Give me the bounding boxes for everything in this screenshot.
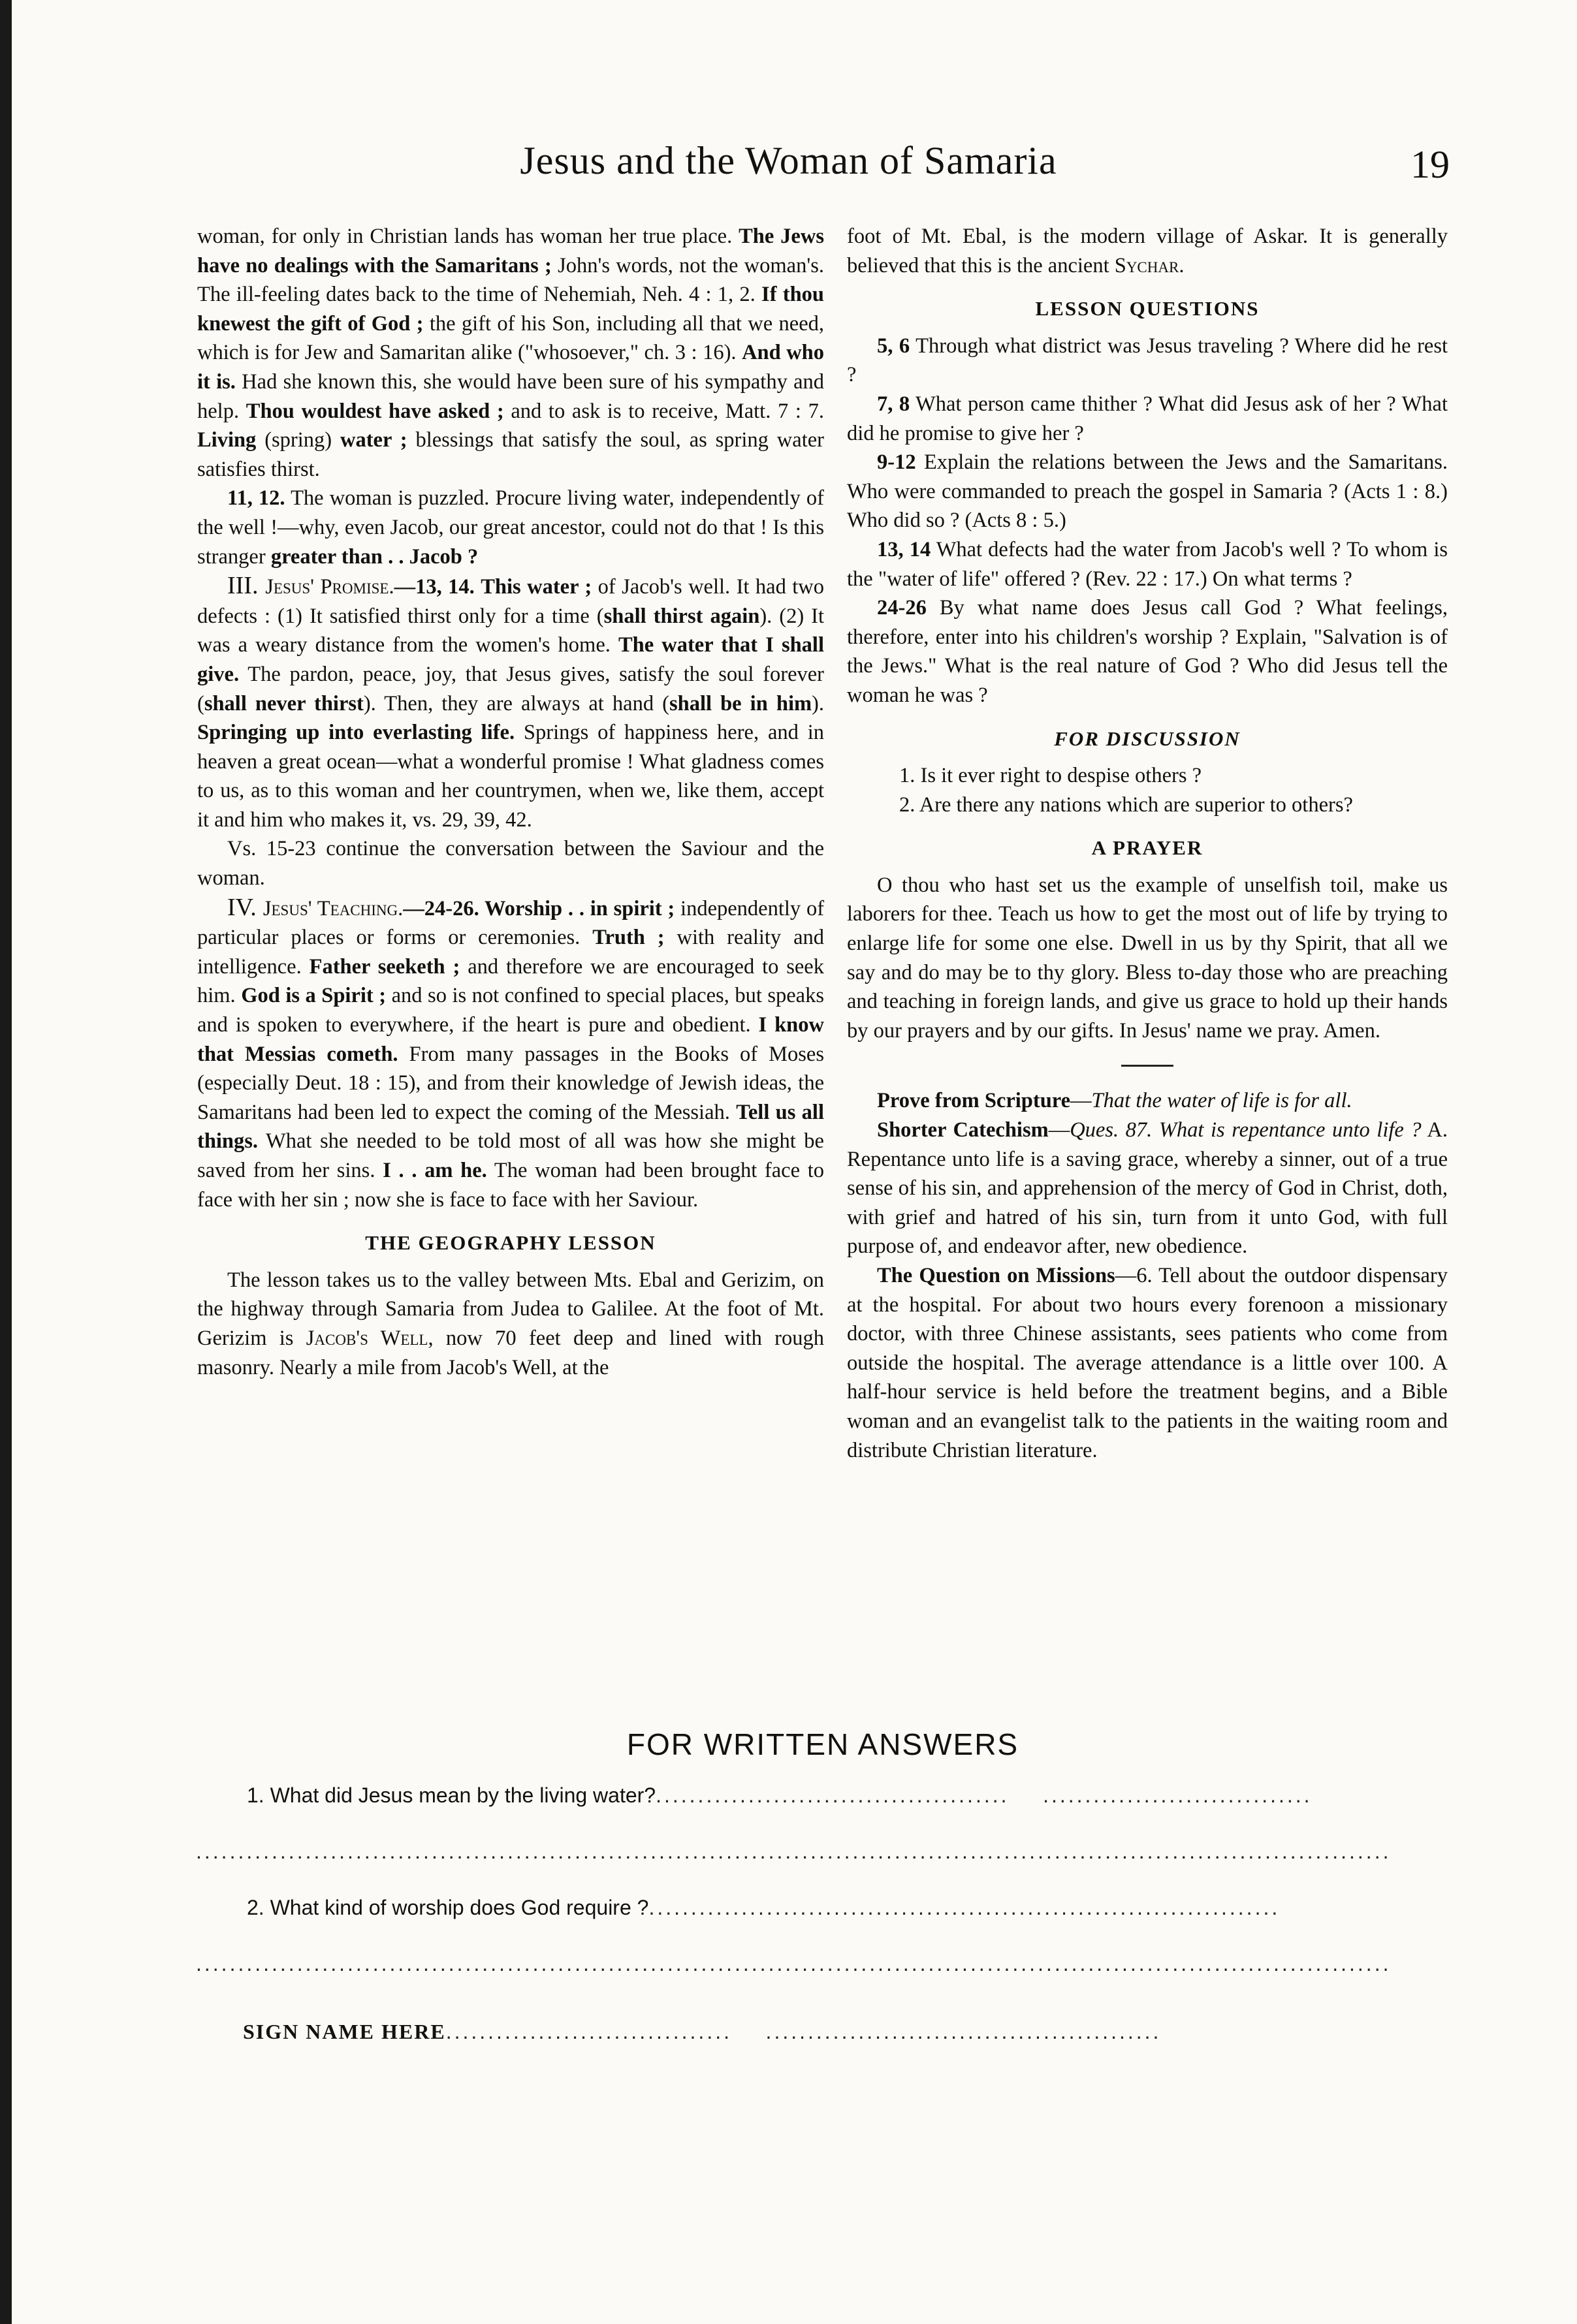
text-run: ). xyxy=(812,691,824,715)
verse-reference: 7, 8 xyxy=(877,392,910,416)
text-run xyxy=(475,575,481,599)
lesson-question xyxy=(847,390,1448,448)
prove-from-scripture xyxy=(847,1086,1448,1116)
section-four-paragraph xyxy=(197,893,824,1215)
question-text: What defects had the water from Jacob's well ? To whom is the "water of life" offered ? (Rev. 22 : 17.) On what terms ? xyxy=(847,537,1448,591)
text-run: God is a Spirit ; xyxy=(241,984,387,1008)
verse-reference: 13, 14 xyxy=(877,537,931,561)
text-run: 11, 12. xyxy=(227,486,285,510)
text-run: —6. Tell about the outdoor dispensary at the hospital. For about two hours every forenoon a missionary doctor, with three Chinese assistants, sees patients who come from outside the hospital. The average attendance is a little over 100. A half-hour service is held before the treatment begins, and a Bible woman and an evangelist talk to the patients in the waiting room and distribute Christian literature. xyxy=(847,1264,1448,1462)
text-run: John's words, not the woman's. The ill-feeling dates back to the time of Nehemiah, Neh. 4 : 1, 2. xyxy=(197,253,824,307)
written-question-1: 1. What did Jesus mean by the living water?.......................................... ................................ xyxy=(247,1783,1313,1807)
binding-edge xyxy=(0,0,12,2324)
text-run: The pardon, peace, joy, that Jesus gives, satisfy the soul forever ( xyxy=(197,662,824,715)
text-run: — xyxy=(1048,1118,1070,1142)
geography-paragraph xyxy=(197,1266,824,1382)
question-text: What person came thither ? What did Jesus ask of her ? What did he promise to give her ? xyxy=(847,392,1448,445)
text-run: woman, for only in Christian lands has woman her true place. xyxy=(197,225,739,248)
geography-heading: THE GEOGRAPHY LESSON xyxy=(365,1231,656,1255)
text-run: Truth ; xyxy=(592,926,665,950)
text-run: —24-26. Worship . . in spirit ; xyxy=(403,896,675,920)
text-run: The woman had been brought face to face with her sin ; now she is face to face with her Saviour. xyxy=(197,1159,825,1212)
text-run: Vs. 15-23 continue the conversation between the Saviour and the woman. xyxy=(197,837,824,890)
answer-line-2[interactable]: .............................................................................................................................................. xyxy=(196,1952,1392,1975)
text-run: Ques. 87. What is repentance unto life ? xyxy=(1070,1118,1422,1142)
text-run: the gift of his Son, including all that we need, which is for Jew and Samaritan alike ("whosoever," ch. 3 : 16). xyxy=(197,311,824,365)
text-run: foot of Mt. Ebal, is the modern village of Askar. It is generally believed that this is the ancient xyxy=(847,225,1448,277)
sign-name-line[interactable]: SIGN NAME HERE.................................. ............................................... xyxy=(243,2020,1162,2043)
text-run: shall thirst again xyxy=(603,604,760,628)
text-run: and so is not confined to special places, but speaks and is spoken to everywhere, if the heart is pure and obedient. xyxy=(197,984,825,1037)
text-run: — xyxy=(1070,1089,1092,1113)
text-run: III. xyxy=(227,572,266,600)
text-run: ). (2) It was a weary distance from the women's home. xyxy=(197,604,825,657)
text-run: , now 70 feet deep and lined with rough masonry. Nearly a mile from Jacob's Well, at the xyxy=(197,1326,824,1379)
text-run: That the water of life is for all. xyxy=(1091,1089,1352,1113)
text-run: The Question on Missions xyxy=(877,1264,1115,1287)
section-three-paragraph xyxy=(197,571,824,834)
commentary-paragraph xyxy=(197,834,824,892)
prayer-text: O thou who hast set us the example of unselfish toil, make us laborers for thee. Teach us how to get the most out of life by trying to enlarge life for some one else. Dwell in us by thy Spirit, that all we say and do may be to thy glory. Bless to-day those who are preaching and teaching in foreign lands, and give us grace to hold up their hands by our prayers and by our gifts. In Jesus' name we pray. Amen. xyxy=(847,873,1448,1043)
page-title: Jesus and the Woman of Samaria xyxy=(520,139,1057,182)
missions-question xyxy=(847,1261,1448,1465)
discussion-item: 2. Are there any nations which are superior to others? xyxy=(899,793,1353,817)
text-run: Thou wouldest have asked ; xyxy=(246,399,504,423)
written-question-2: 2. What kind of worship does God require ?........................................................................... xyxy=(247,1896,1281,1919)
text-run: I . . am he. xyxy=(383,1159,487,1182)
geography-continued xyxy=(847,222,1448,280)
text-run: . xyxy=(1179,253,1185,277)
text-run: Tell us all things. xyxy=(197,1100,824,1154)
text-run: Prove from Scripture xyxy=(877,1089,1071,1113)
text-run: shall be in him xyxy=(669,691,812,715)
text-run: The lesson takes us to the valley between Mts. Ebal and Gerizim, on the highway through Samaria from Judea to Galilee. At the foot of Mt. Gerizim is xyxy=(197,1268,824,1350)
left-column xyxy=(197,222,824,1382)
text-run: Jesus' Teaching. xyxy=(263,896,404,920)
commentary-paragraph xyxy=(197,484,824,571)
text-run: greater than . . Jacob ? xyxy=(270,544,479,569)
text-run: (spring) xyxy=(256,428,341,452)
text-run: with reality and intelligence. xyxy=(197,926,824,979)
answer-line-1[interactable]: .............................................................................................................................................. xyxy=(196,1840,1392,1863)
question-text: Explain the relations between the Jews and the Samaritans. Who were commanded to preach the gospel in Samaria ? (Acts 1 : 8.) Who did so ? (Acts 8 : 5.) xyxy=(847,450,1448,533)
text-run: and to ask is to receive, Matt. 7 : 7. xyxy=(503,399,825,423)
text-run: And who it is. xyxy=(197,341,824,394)
discussion-item: 1. Is it ever right to despise others ? xyxy=(899,764,1202,788)
text-run: If thou knewest the gift of God ; xyxy=(197,283,824,336)
text-run: A. Repentance unto life is a saving grace, whereby a sinner, out of a true sense of his sin, and apprehension of the mercy of God in Christ, doth, with grief and hatred of his sin, turn from it unto God, with full purpose of, and endeavor after, new obedience. xyxy=(847,1118,1448,1259)
text-run: From many passages in the Books of Moses (especially Deut. 18 : 15), and from their knowledge of Jewish ideas, the Samaritans had been led to expect the coming of the Messiah. xyxy=(197,1042,824,1124)
commentary-paragraph xyxy=(197,222,824,484)
text-run: The woman is puzzled. Procure living water, independently of the well !—why, even Jacob, our great ancestor, could not do that ! Is this stranger xyxy=(197,486,824,569)
right-column xyxy=(847,222,1448,1465)
written-answers-title: FOR WRITTEN ANSWERS xyxy=(626,1727,1019,1761)
verse-reference: 24-26 xyxy=(877,596,927,620)
text-run: Had she known this, she would have been sure of his sympathy and help. xyxy=(197,369,825,423)
text-run: ). Then, they are always at hand ( xyxy=(363,691,669,715)
written-answers-section xyxy=(196,1727,1450,2047)
section-divider xyxy=(1121,1065,1173,1067)
text-run: Springs of happiness here, and in heaven a great ocean—what a wonderful promise ! What gladness comes to us, as to this woman and her countrymen, when we, like them, accept it and him who makes it, vs. 29, 39, 42. xyxy=(197,721,824,832)
text-run: shall never thirst xyxy=(204,691,364,715)
text-run: —13, 14. xyxy=(394,575,475,599)
text-run: Jacob's Well xyxy=(306,1326,428,1350)
prayer-heading: A PRAYER xyxy=(1091,836,1203,860)
lesson-questions-heading: LESSON QUESTIONS xyxy=(1035,297,1260,321)
text-run: Jesus' Promise. xyxy=(265,575,394,599)
text-run: independently of particular places or forms or ceremonies. xyxy=(197,896,825,950)
lesson-question xyxy=(847,535,1448,593)
discussion-list xyxy=(847,761,1448,819)
shorter-catechism xyxy=(847,1116,1448,1261)
text-run: I know that Messias cometh. xyxy=(197,1013,824,1066)
lesson-question xyxy=(847,593,1448,710)
text-run: Shorter Catechism xyxy=(877,1118,1049,1142)
text-run: What she needed to be told most of all was how she might be saved from her sins. xyxy=(197,1129,824,1182)
verse-reference: 9-12 xyxy=(877,450,916,475)
text-run: Springing up into everlasting life. xyxy=(197,721,515,745)
text-run: and therefore we are encouraged to seek him. xyxy=(197,954,824,1008)
text-run: water ; xyxy=(340,428,407,452)
text-run: This water ; xyxy=(481,575,592,599)
lesson-question xyxy=(847,332,1448,390)
question-text: Through what district was Jesus traveling ? Where did he rest ? xyxy=(847,334,1448,387)
text-run: of Jacob's well. It had two defects : (1) It satisfied thirst only for a time ( xyxy=(197,575,825,628)
text-run: Living xyxy=(197,428,257,452)
page-number: 19 xyxy=(1410,143,1450,186)
text-run: Father seeketh ; xyxy=(309,954,460,979)
text-run: IV. xyxy=(227,893,263,921)
discussion-heading: FOR DISCUSSION xyxy=(1054,727,1241,750)
text-run: Sychar xyxy=(1114,253,1179,277)
text-run: blessings that satisfy the soul, as spring water satisfies thirst. xyxy=(197,428,824,481)
text-run: The water that I shall give. xyxy=(197,633,824,686)
question-text: By what name does Jesus call God ? What feelings, therefore, enter into his children's worship ? Explain, "Salvation is of the Jews." What is the real nature of God ? Who did Jesus tell the woman he was ? xyxy=(847,596,1448,707)
lesson-question xyxy=(847,448,1448,535)
verse-reference: 5, 6 xyxy=(877,334,910,358)
lesson-questions-list xyxy=(847,332,1448,710)
text-run: The Jews have no dealings with the Samaritans ; xyxy=(197,225,824,277)
